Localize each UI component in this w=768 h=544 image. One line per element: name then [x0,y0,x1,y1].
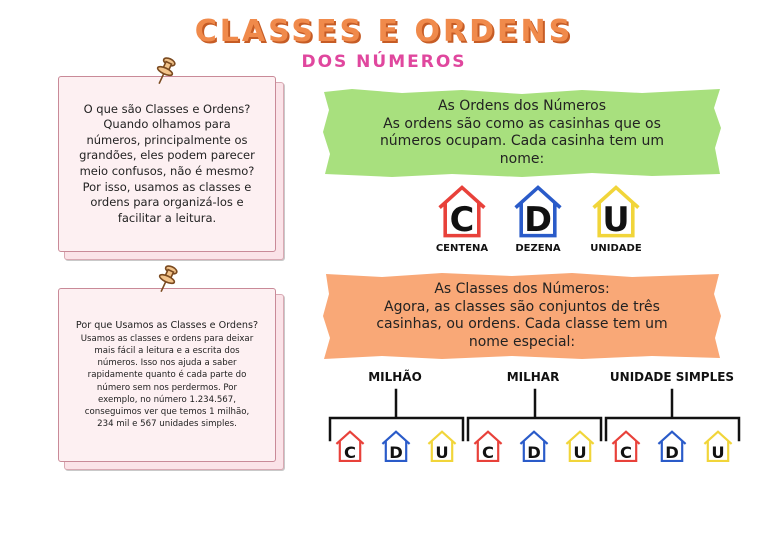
order-label: CENTENA [435,243,489,254]
class-label-milhao: MILHÃO [368,370,422,384]
note-line: ordens para organizá-los e [90,195,244,210]
svg-text:C: C [620,443,632,463]
note-line: Por isso, usamos as classes e [82,179,252,194]
svg-text:U: U [573,443,587,463]
page-subtitle: DOS NÚMEROS [301,52,467,72]
note-line: exemplo, no número 1.234.567, [98,394,236,405]
note-line: números. Isso nos ajuda a saber [97,358,237,369]
small-house-c-icon [471,429,505,463]
note-question: Por que Usamos as Classes e Ordens? [75,319,259,331]
banner-line: casinhas, ou ordens. Cada classe tem um [376,316,668,332]
note-line: facilitar a leitura. [117,210,217,225]
order-label: UNIDADE [590,243,642,254]
banner-heading: As Classes dos Números: [434,281,610,297]
svg-text:U: U [435,443,449,463]
note-line: conseguimos ver que temos 1 milhão, [84,407,250,417]
note-line: rapidamente quanto é cada parte do [87,370,247,381]
small-house-d-icon [655,429,689,463]
small-house-c-icon [333,429,367,463]
pushpin-icon [150,262,184,296]
svg-text:D: D [665,443,679,463]
small-house-u-icon [563,429,597,463]
order-label: DEZENA [515,243,561,254]
note-line: 234 mil e 567 unidades simples. [97,419,237,430]
svg-text:U: U [711,443,725,463]
svg-text:U: U [602,200,630,239]
svg-text:C: C [449,200,475,239]
svg-text:D: D [389,443,403,463]
small-house-c-icon [609,429,643,463]
note-line: grandões, eles podem parecer [79,148,255,163]
orders-banner [322,88,722,178]
svg-text:D: D [527,443,541,463]
note-line: Usamos as classes e ordens para deixar [80,333,254,344]
note-line: número sem nos perdermos. Por [96,382,238,393]
pushpin-icon [148,54,182,88]
house-unidade-icon [588,183,644,239]
note-line: meio confusos, não é mesmo? [79,164,255,178]
banner-line: nome especial: [468,333,576,350]
small-house-d-icon [379,429,413,463]
small-house-d-icon [517,429,551,463]
svg-text:D: D [524,200,552,239]
note-why-use-classes [58,288,276,462]
banner-line: números ocupam. Cada casinha tem um [379,133,665,149]
classes-banner [322,272,722,360]
banner-heading: As Ordens dos Números [437,98,607,114]
note-what-are-classes [58,76,276,252]
banner-line: nome: [499,150,545,167]
svg-text:C: C [344,443,356,463]
small-house-u-icon [701,429,735,463]
svg-text:C: C [482,443,494,463]
banner-line: Agora, as classes são conjuntos de três [384,298,660,315]
banner-line: As ordens são como as casinhas que os [383,115,661,132]
class-label-unidade-simples: UNIDADE SIMPLES [609,370,735,384]
note-line: Quando olhamos para [103,117,231,132]
small-house-u-icon [425,429,459,463]
note-line: O que são Classes e Ordens? [83,101,251,116]
page-title: CLASSES E ORDENS [194,14,574,49]
class-label-milhar: MILHAR [506,370,560,384]
note-line: mais fácil a leitura e a escrita dos [94,345,240,356]
note-line: números, principalmente os [86,132,248,147]
house-dezena-icon [510,183,566,239]
house-centena-icon [434,183,490,239]
